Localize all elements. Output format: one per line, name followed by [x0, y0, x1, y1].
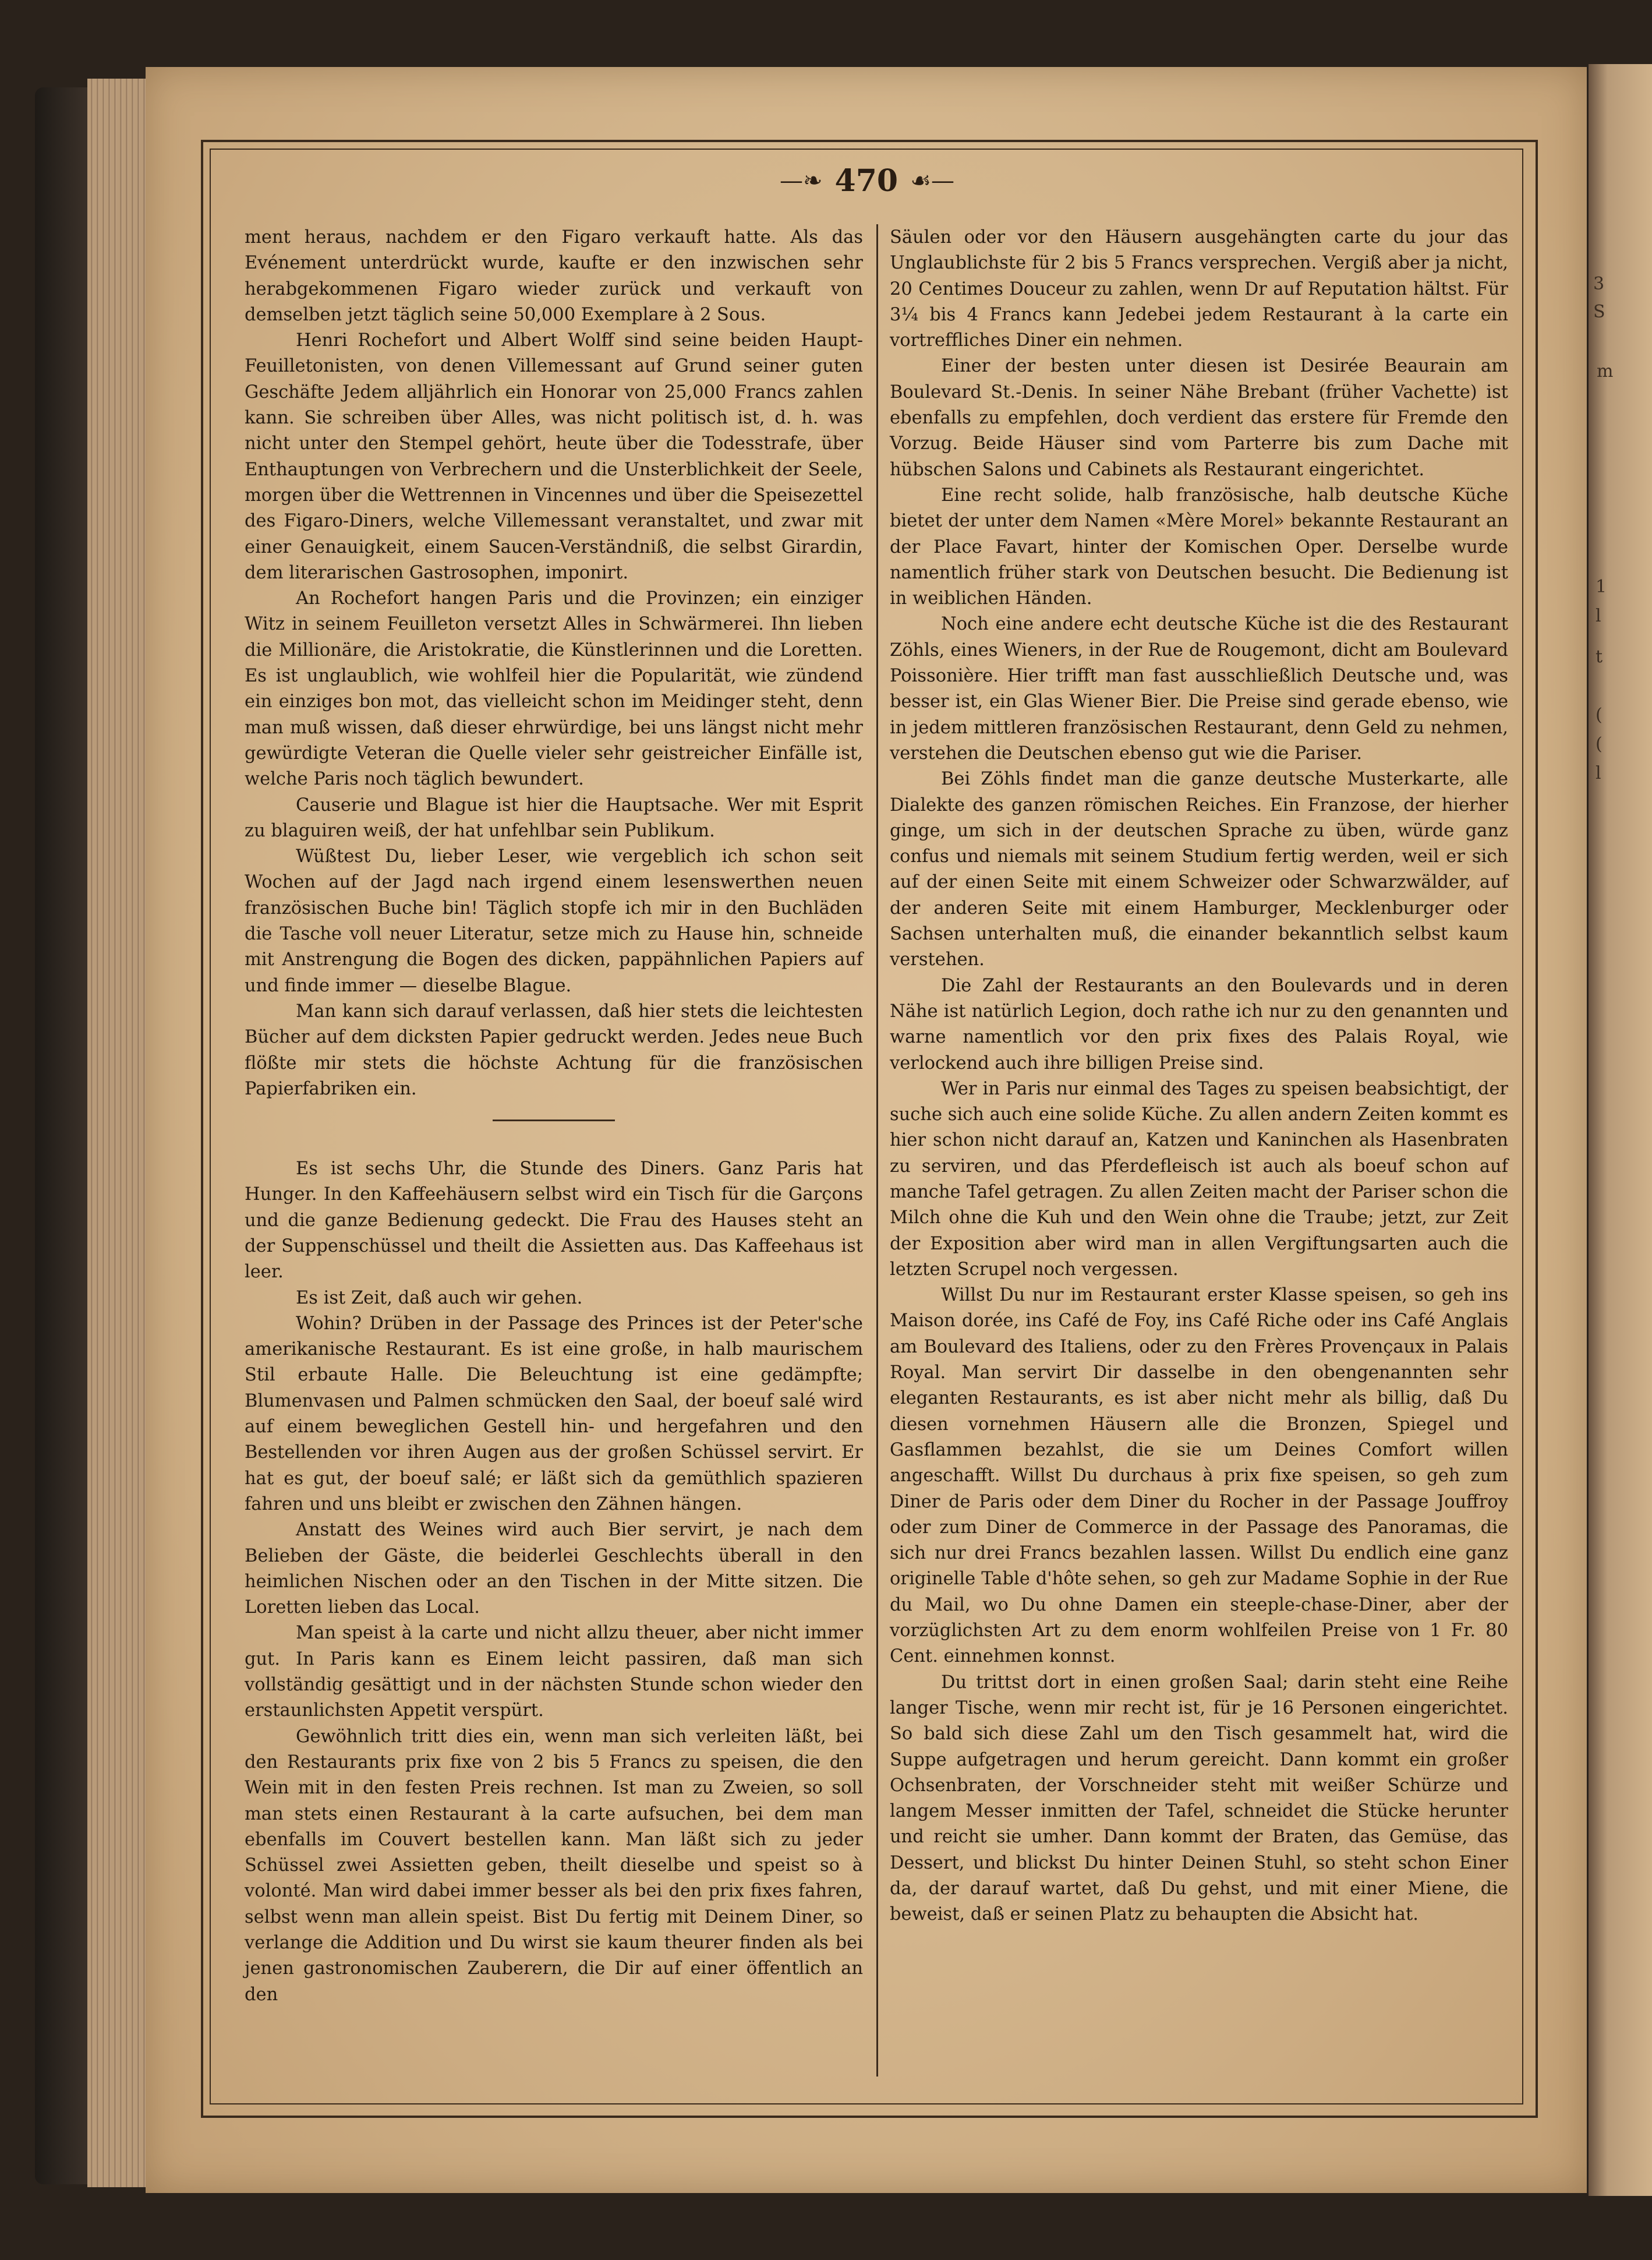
edge-glyph: l — [1596, 606, 1601, 626]
next-page-edge — [1589, 64, 1652, 2196]
paragraph: Henri Rochefort und Albert Wolff sind seine beiden Haupt-Feuilletonisten, von denen Villemessant auf Grund seiner guten Geschäfte Jedem alljährlich ein Honorar von 25,000 Francs zahlen kann. Sie schreiben über Alles, was nicht politisch ist, d. h. was nicht unter den Stempel gehört, heute über die Todesstrafe, über Enthauptungen von Verbrechern und die Unsterblichkeit der Seele, morgen über die Wettrennen in Vincennes und über die Speisezettel des Figaro-Diners, welche Villemessant veranstaltet, und zwar mit einer Genauigkeit, einem Saucen-Verständniß, die selbst Girardin, dem literarischen Gastrosophen, imponirt. — [245, 330, 863, 583]
paragraph: Wohin? Drüben in der Passage des Princes ist der Peter'sche amerikanische Restaurant. Es ist eine große, in halb maurischem Stil erbaute Halle. Die Beleuchtung ist eine gedämpfte; Blumenvasen und Palmen schmücken den Saal, der boeuf salé wird auf einem beweglichen Gestell hin- und hergefahren und den Bestellenden vor ihren Augen aus der großen Schüssel servirt. Er hat es gut, der boeuf salé; er läßt sich da gemüthlich spazieren fahren und uns bleibt er zwischen den Zähnen hängen. — [245, 1313, 863, 1514]
paragraph: Gewöhnlich tritt dies ein, wenn man sich verleiten läßt, bei den Restaurants prix fixe von 2 bis 5 Francs zu speisen, die den Wein mit in den festen Preis rechnen. Ist man zu Zweien, so soll man stets einen Restaurant à la carte aufsuchen, bei dem man ebenfalls im Couvert bestellen kann. Man läßt sich zu jeder Schüssel zwei Assietten geben, theilt dieselbe und speist so à volonté. Man wird dabei immer besser als bei den prix fixes fahren, selbst wenn man allein speist. Bist Du fertig mit Deinem Diner, so verlange die Addition und Du wirst sie kaum theurer finden als bei jenen gastronomischen Zauberern, die Dir auf einer öffentlich an den — [245, 1726, 863, 2005]
paragraph: Anstatt des Weines wird auch Bier servirt, je nach dem Belieben der Gäste, die beiderlei Geschlechts überall in den heimlichen Nischen oder an den Tischen in der Mitte sitzen. Die Loretten lieben das Local. — [245, 1520, 863, 1618]
edge-glyph: S — [1593, 302, 1605, 322]
paragraph: Die Zahl der Restaurants an den Boulevards und in deren Nähe ist natürlich Legion, doch rathe ich nur zu den genannten und warne namentlich vor den prix fixes des Palais Royal, wie verlockend auch ihre billigen Preise sind. — [890, 975, 1508, 1074]
paragraph: Wer in Paris nur einmal des Tages zu speisen beabsichtigt, der suche sich auch eine solide Küche. Zu allen andern Zeiten kommt es hier schon nicht darauf an, Katzen und Kaninchen als Hasenbraten zu serviren, und das Pferdefleisch ist auch als boeuf schon auf manche Tafel getragen. Zu allen Zeiten macht der Pariser schon die Milch ohne die Kuh und den Wein ohne die Traube; jetzt, zur Zeit der Exposition aber wird man in allen Vergiftungsarten auch die letzten Scrupel noch vergessen. — [890, 1078, 1508, 1280]
paragraph: Causerie und Blague ist hier die Hauptsache. Wer mit Esprit zu blaguiren weiß, der hat unfehlbar sein Publikum. — [245, 794, 863, 841]
paragraph: Man kann sich darauf verlassen, daß hier stets die leichtesten Bücher auf dem dicksten Papier gedruckt werden. Jedes neue Buch flößte mir stets die höchste Achtung für die französischen Papierfabriken ein. — [245, 1001, 863, 1099]
paragraph: Noch eine andere echt deutsche Küche ist die des Restaurant Zöhls, eines Wieners, in der Rue de Rougemont, dicht am Boulevard Poissonière. Hier trifft man fast ausschließlich Deutsche und, was besser ist, ein Glas Wiener Bier. Die Preise sind gerade ebenso, wie in jedem mittleren französischen Restaurant, denn Geld zu nehmen, verstehen die Deutschen ebenso gut wie die Pariser. — [890, 614, 1508, 764]
paragraph: An Rochefort hangen Paris und die Provinzen; ein einziger Witz in seinem Feuilleton versetzt Alles in Schwärmerei. Ihn lieben die Millionäre, die Aristokratie, die Künstlerinnen und die Loretten. Es ist unglaublich, wie wohlfeil hier die Popularität, wie zündend ein einziges bon mot, das vielleicht schon im Meidinger steht, denn man muß wissen, daß dieser ehrwürdige, bei uns längst nicht mehr gewürdigte Veteran die Quelle vieler sehr geistreicher Einfälle ist, welche Paris noch täglich bewundert. — [245, 588, 863, 790]
paragraph: Eine recht solide, halb französische, halb deutsche Küche bietet der unter dem Namen «Mère Morel» bekannte Restaurant an der Place Favart, hinter der Komischen Oper. Derselbe wurde namentlich früher stark von Deutschen besucht. Die Bedienung ist in weiblichen Händen. — [890, 485, 1508, 609]
paragraph: ment heraus, nachdem er den Figaro verkauft hatte. Als das Evénement unterdrückt wurde, kaufte er den inzwischen sehr herabgekommenen Figaro wieder zurück und verkauft von demselben jetzt täglich seine 50,000 Exemplare à 2 Sous. — [245, 227, 863, 325]
section-rule — [493, 1120, 615, 1121]
paragraph: Säulen oder vor den Häusern ausgehängten carte du jour das Unglaublichste für 2 bis 5 Francs versprechen. Vergiß aber ja nicht, 20 Centimes Douceur zu zahlen, wenn Dr auf Reputation hältst. Für 3¼ bis 4 Francs kann Jedebei jedem Restaurant à la carte ein vortreffliches Diner ein nehmen. — [890, 227, 1508, 351]
paragraph: Einer der besten unter diesen ist Desirée Beaurain am Boulevard St.-Denis. In seiner Nähe Brebant (früher Vachette) ist ebenfalls zu empfehlen, doch verdient das erstere für Fremde den Vorzug. Beide Häuser sind vom Parterre bis zum Dache mit hübschen Salons und Cabinets als Restaurant eingerichtet. — [890, 356, 1508, 480]
edge-glyph: l — [1596, 763, 1601, 783]
edge-glyph: t — [1596, 647, 1603, 667]
left-column — [245, 225, 863, 2008]
page-header — [210, 163, 1524, 204]
paragraph: Bei Zöhls findet man die ganze deutsche Musterkarte, alle Dialekte des ganzen römischen Reiches. Ein Franzose, der hierher ginge, um sich in der deutschen Sprache zu üben, würde ganz confus und niemals mit seinem Studium fertig werden, weil er sich auf der einen Seite mit einem Schweizer oder Schwarzwälder, auf der anderen Seite mit einem Hamburger, Mecklenburger oder Sachsen unterhalten muß, die einander bekanntlich selbst kaum verstehen. — [890, 769, 1508, 970]
edge-glyph: ( — [1596, 734, 1603, 754]
paragraph: Wüßtest Du, lieber Leser, wie vergeblich ich schon seit Wochen auf der Jagd nach irgend einem lesenswerthen neuen französischen Buche bin! Täglich stopfe ich mir in den Buchläden die Tasche voll neuer Literatur, setze mich zu Hause hin, schneide mit Anstrengung die Bogen des dicken, pappähnlichen Papiers auf und finde immer — dieselbe Blague. — [245, 846, 863, 996]
page-number: 470 — [834, 163, 898, 199]
edge-glyph: 1 — [1596, 577, 1607, 597]
paragraph: Du trittst dort in einen großen Saal; darin steht eine Reihe langer Tische, wenn mir recht ist, für je 16 Personen eingerichtet. So bald sich diese Zahl um den Tisch gesammelt hat, wird die Suppe aufgetragen und herum gereicht. Dann kommt ein großer Ochsenbraten, der Vorschneider steht mit weißer Schürze und langem Messer inmitten der Tafel, schneidet die Stücke herunter und reicht sie umher. Dann kommt der Braten, das Gemüse, das Dessert, und blickst Du hinter Deinen Stuhl, so steht schon Einer da, der darauf wartet, daß Du gehst, und mit einer Miene, die beweist, daß er seinen Platz zu behaupten die Absicht hat. — [890, 1672, 1508, 1925]
edge-glyph: 3 — [1593, 274, 1605, 294]
paragraph: Es ist sechs Uhr, die Stunde des Diners. Ganz Paris hat Hunger. In den Kaffeehäusern selbst wird ein Tisch für die Garçons und die ganze Bedienung gedeckt. Die Frau des Hauses steht an der Suppenschüssel und theilt die Assietten aus. Das Kaffeehaus ist leer. — [245, 1159, 863, 1283]
paragraph: Es ist Zeit, daß auch wir gehen. — [296, 1287, 583, 1308]
edge-glyph: m — [1597, 361, 1614, 382]
column-divider — [876, 224, 878, 2077]
edge-glyph: ( — [1596, 705, 1603, 725]
paragraph: Man speist à la carte und nicht allzu theuer, aber nicht immer gut. In Paris kann es Einem leicht passiren, daß man sich vollständig gesättigt und in der nächsten Stunde schon wieder den erstaunlichsten Appetit verspürt. — [245, 1623, 863, 1721]
right-column — [890, 225, 1508, 1928]
ornament-right: ☙— — [910, 167, 955, 195]
paragraph: Willst Du nur im Restaurant erster Klasse speisen, so geh ins Maison dorée, ins Café de Foy, ins Café Riche oder ins Café Anglais am Boulevard des Italiens, oder zu den Frères Provençaux in Palais Royal. Man servirt Dir dasselbe in den obengenannten sehr eleganten Restaurants, es ist aber nicht mehr als billig, daß Du diesen vornehmen Häusern alle die Bronzen, Spiegel und Gasflammen bezahlst, die sie um Deines Comfort willen angeschafft. Willst Du durchaus à prix fixe speisen, so geh zum Diner de Paris oder dem Diner du Rocher in der Passage Jouffroy oder zum Diner de Commerce in der Passage des Panoramas, die sich nur drei Francs bezahlen lassen. Willst Du endlich eine ganz originelle Table d'hôte sehen, so geh zur Madame Sophie in der Rue du Mail, wo Du ohne Damen ein steeple-chase-Diner, aber der vorzüglichsten Art zu dem enorm wohlfeilen Preise von 1 Fr. 80 Cent. einnehmen konnst. — [890, 1285, 1508, 1667]
ornament-left: —❧ — [779, 167, 823, 195]
